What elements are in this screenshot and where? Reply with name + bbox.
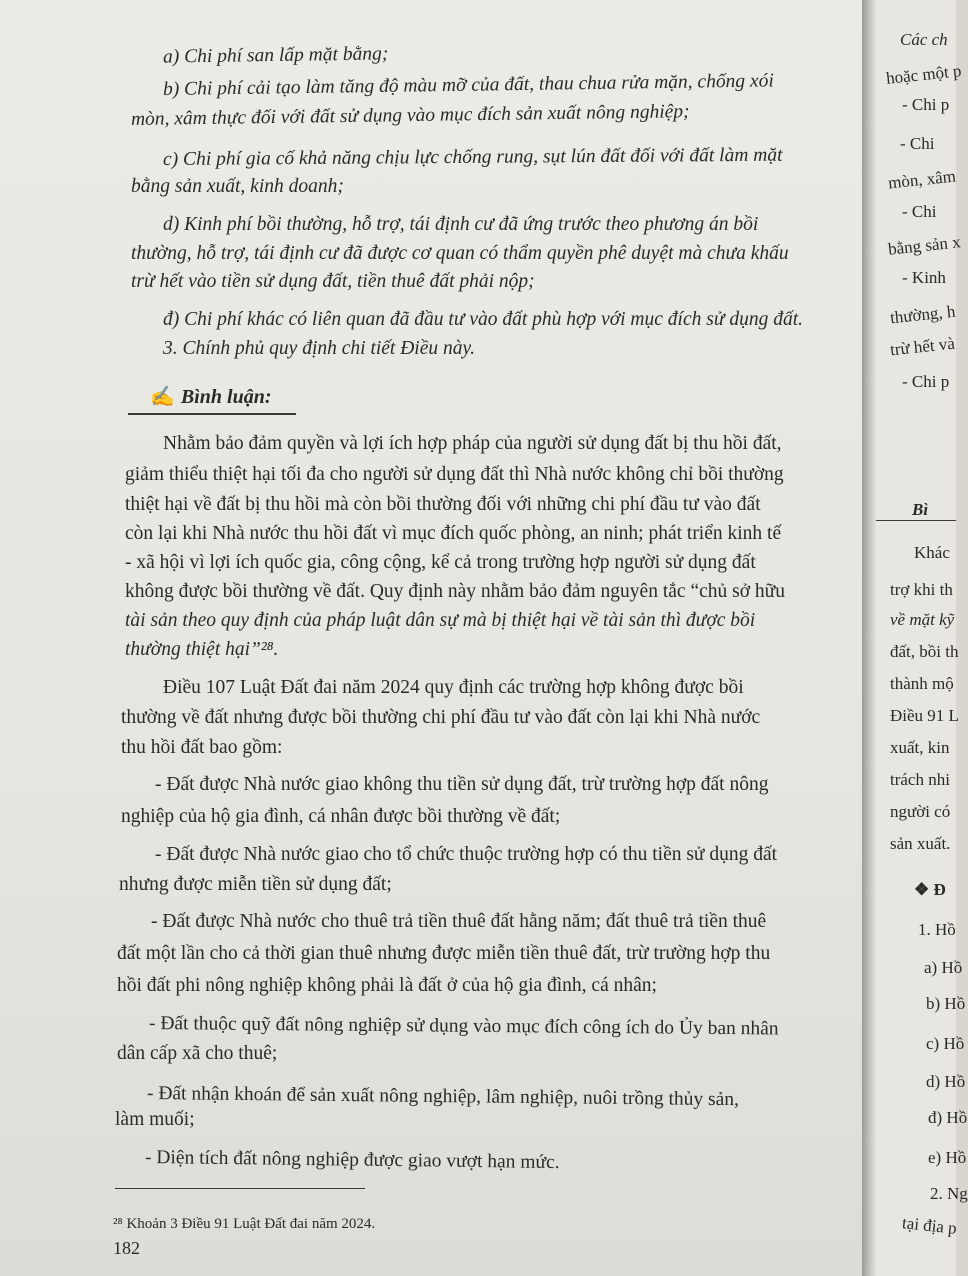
right-text: mòn, xâm bbox=[887, 166, 957, 193]
body-line: thường thiệt hại”²⁸. bbox=[125, 639, 279, 660]
right-text: đ) Hồ bbox=[928, 1108, 968, 1127]
right-text: - Kinh bbox=[902, 268, 946, 287]
comment-title: Bình luận: bbox=[180, 386, 272, 408]
right-text: trợ khi th bbox=[890, 580, 953, 599]
right-text: hoặc một p bbox=[885, 61, 963, 88]
right-text: về mặt kỹ bbox=[890, 610, 955, 629]
footnote-divider bbox=[115, 1188, 365, 1189]
body-line: Điều 107 Luật Đất đai năm 2024 quy định các trường hợp không được bồi bbox=[163, 677, 744, 698]
body-line: Nhằm bảo đảm quyền và lợi ích hợp pháp của người sử dụng đất bị thu hồi đất, bbox=[163, 433, 782, 454]
list-item-cont: đất một lần cho cả thời gian thuê nhưng được miễn tiền thuê đất, trừ trường hợp thu bbox=[117, 943, 771, 964]
right-text: bằng sản x bbox=[887, 232, 962, 259]
item-c-cont: bằng sản xuất, kinh doanh; bbox=[131, 176, 344, 197]
item-a: a) Chi phí san lấp mặt bằng; bbox=[162, 43, 389, 68]
body-line: thiệt hại về đất bị thu hồi mà còn bồi thường đối với những chi phí đầu tư vào đất bbox=[125, 494, 761, 515]
right-text: đất, bồi th bbox=[890, 642, 959, 661]
right-text: sản xuất. bbox=[890, 834, 951, 853]
right-text: - Chi p bbox=[902, 95, 950, 114]
right-text: xuất, kin bbox=[890, 738, 950, 757]
comment-heading bbox=[150, 384, 272, 409]
body-line: còn lại khi Nhà nước thu hồi đất vì mục đích quốc phòng, an ninh; phát triển kinh tế bbox=[125, 523, 782, 544]
item-b-cont: mòn, xâm thực đối với đất sử dụng vào mục đích sản xuất nông nghiệp; bbox=[130, 101, 690, 130]
right-text: trách nhi bbox=[890, 770, 950, 789]
list-item: - Đất được Nhà nước giao không thu tiền sử dụng đất, trừ trường hợp đất nông bbox=[155, 774, 769, 795]
list-item: - Đất được Nhà nước giao cho tổ chức thuộc trường hợp có thu tiền sử dụng đất bbox=[155, 844, 778, 865]
heading-underline bbox=[128, 413, 296, 415]
right-text: a) Hồ bbox=[924, 958, 963, 977]
page-number: 182 bbox=[113, 1238, 140, 1258]
right-heading: Bì bbox=[912, 500, 929, 519]
right-text: tại địa p bbox=[901, 1213, 958, 1238]
right-text: c) Hồ bbox=[926, 1034, 965, 1053]
footnote: ²⁸ Khoản 3 Điều 91 Luật Đất đai năm 2024. bbox=[113, 1216, 376, 1232]
right-page-edge bbox=[876, 0, 968, 1276]
body-line: không được bồi thường về đất. Quy định này nhằm bảo đảm nguyên tắc “chủ sở hữu bbox=[125, 581, 785, 602]
item-dd: đ) Chi phí khác có liên quan đã đầu tư vào đất phù hợp với mục đích sử dụng đất. bbox=[163, 309, 804, 330]
right-section-marker: ❖ Đ bbox=[914, 880, 946, 899]
right-text: thường, h bbox=[889, 301, 957, 328]
body-line: thường về đất nhưng được bồi thường chi phí đầu tư vào đất còn lại khi Nhà nước bbox=[121, 707, 761, 728]
list-item-cont: làm muối; bbox=[115, 1109, 195, 1130]
pen-icon: ✍ bbox=[150, 386, 175, 408]
list-item: - Đất thuộc quỹ đất nông nghiệp sử dụng vào mục đích công ích do Ủy ban nhân bbox=[148, 1013, 779, 1040]
item-d: d) Kinh phí bồi thường, hỗ trợ, tái định cư đã ứng trước theo phương án bồi bbox=[163, 214, 759, 235]
right-text: 1. Hồ bbox=[918, 920, 956, 939]
body-line: thu hồi đất bao gồm: bbox=[121, 737, 283, 758]
right-heading-underline bbox=[876, 520, 956, 521]
item-b: b) Chi phí cải tạo làm tăng độ màu mỡ của đất, thau chua rửa mặn, chống xói bbox=[162, 70, 774, 100]
right-text: e) Hồ bbox=[928, 1148, 967, 1167]
right-text: thành mộ bbox=[890, 674, 954, 693]
right-text: trừ hết và bbox=[889, 333, 956, 360]
body-line: tài sản theo quy định của pháp luật dân sự mà bị thiệt hại về tài sản thì được bồi bbox=[125, 610, 756, 631]
item-d-cont2: trừ hết vào tiền sử dụng đất, tiền thuê đất phải nộp; bbox=[131, 271, 535, 292]
body-line: - xã hội vì lợi ích quốc gia, công cộng, kể cả trong trường hợp người sử dụng đất bbox=[125, 552, 756, 573]
right-text: - Chi bbox=[900, 134, 935, 153]
clause-3: 3. Chính phủ quy định chi tiết Điều này. bbox=[163, 338, 475, 359]
item-d-cont1: thường, hỗ trợ, tái định cư đã được cơ quan có thẩm quyền phê duyệt mà chưa khấu bbox=[131, 243, 789, 264]
list-item-cont: nhưng được miễn tiền sử dụng đất; bbox=[119, 874, 392, 895]
list-item-cont: hồi đất phi nông nghiệp không phải là đất ở của hộ gia đình, cá nhân; bbox=[117, 975, 657, 996]
right-text: Các ch bbox=[900, 30, 948, 49]
item-c: c) Chi phí gia cố khả năng chịu lực chống rung, sụt lún đất đối với đất làm mặt bbox=[162, 144, 783, 170]
list-item: - Diện tích đất nông nghiệp được giao vượt hạn mức. bbox=[144, 1147, 560, 1174]
right-text: 2. Ng bbox=[930, 1184, 968, 1203]
book-gutter bbox=[862, 0, 876, 1276]
list-item: - Đất được Nhà nước cho thuê trả tiền thuê đất hằng năm; đất thuê trả tiền thuê bbox=[151, 911, 767, 932]
list-item: - Đất nhận khoán để sản xuất nông nghiệp, lâm nghiệp, nuôi trồng thủy sản, bbox=[146, 1083, 740, 1111]
right-text: - Chi bbox=[902, 202, 937, 221]
right-text: d) Hồ bbox=[926, 1072, 966, 1091]
right-text: b) Hồ bbox=[926, 994, 966, 1013]
list-item-cont: dân cấp xã cho thuê; bbox=[117, 1043, 278, 1064]
right-text: người có bbox=[890, 802, 951, 821]
right-text: - Chi p bbox=[902, 372, 950, 391]
right-text: Khác bbox=[914, 543, 950, 562]
list-item-cont: nghiệp của hộ gia đình, cá nhân được bồi thường về đất; bbox=[121, 806, 561, 827]
body-line: giảm thiểu thiệt hại tối đa cho người sử dụng đất thì Nhà nước không chỉ bồi thường bbox=[125, 464, 784, 485]
right-text: Điều 91 L bbox=[890, 706, 959, 725]
